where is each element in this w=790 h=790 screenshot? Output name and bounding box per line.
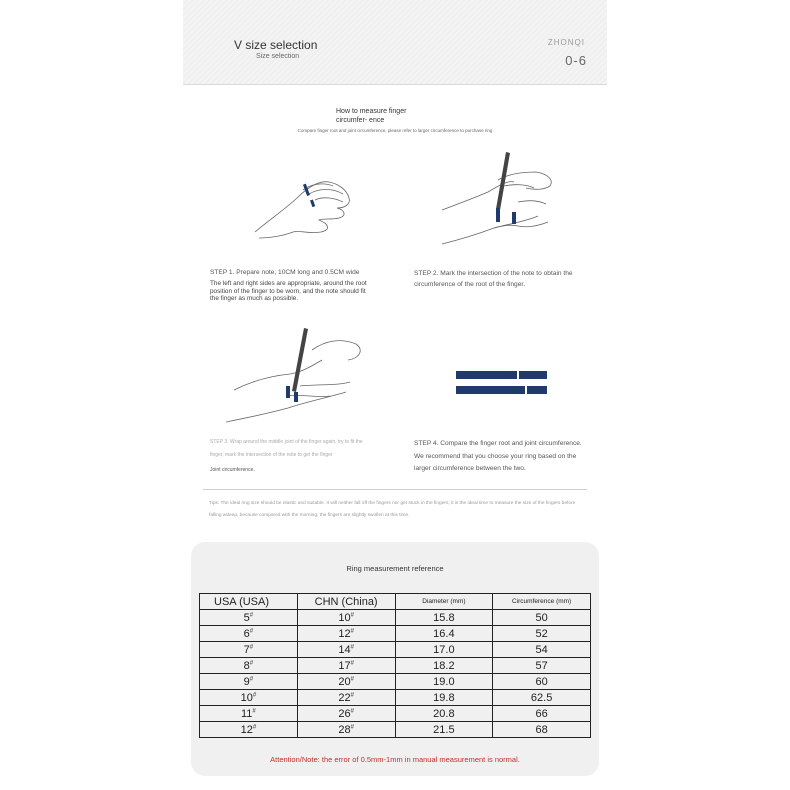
usa-size-cell: 6# — [200, 626, 298, 642]
size-guide-page — [183, 0, 607, 790]
step-4-title: STEP 4. Compare the finger root and joint circumference. We recommend that you choose your ring based on the larger circumference between the two. — [414, 440, 582, 472]
col-diameter: Diameter (mm) — [395, 594, 493, 610]
chn-size-cell: 14# — [297, 642, 395, 658]
ring-table-title: Ring measurement reference — [346, 564, 444, 573]
chn-size-cell: 10# — [297, 610, 395, 626]
circumference-cell: 60 — [493, 674, 591, 690]
circumference-cell: 52 — [493, 626, 591, 642]
ring-size-table — [199, 593, 591, 738]
diameter-cell: 15.8 — [395, 610, 493, 626]
step-1 — [210, 267, 370, 303]
page-subtitle: Size selection — [256, 53, 300, 60]
chn-size-cell: 26# — [297, 706, 395, 722]
chn-size-cell: 20# — [297, 674, 395, 690]
usa-size-cell: 12# — [200, 722, 298, 738]
page-header — [183, 0, 607, 85]
page-title: V size selection — [234, 38, 318, 52]
usa-size-cell: 9# — [200, 674, 298, 690]
step-2-title: STEP 2. Mark the intersection of the note to obtain the circumference of the root of the finger. — [414, 270, 573, 288]
table-row — [200, 658, 591, 674]
usa-size-cell: 10# — [200, 690, 298, 706]
col-chn: CHN (China) — [297, 594, 395, 610]
chn-size-cell: 12# — [297, 626, 395, 642]
table-header-row — [200, 594, 591, 610]
wrap-joint-illustration — [226, 326, 366, 426]
table-row — [200, 610, 591, 626]
pencil-icon — [292, 328, 308, 392]
step-4 — [414, 438, 582, 476]
circumference-cell: 62.5 — [493, 690, 591, 706]
chn-size-cell: 28# — [297, 722, 395, 738]
diameter-cell: 17.0 — [395, 642, 493, 658]
diameter-cell: 19.8 — [395, 690, 493, 706]
measure-tips: Tips: The ideal ring size should be elastic and suitable. It will neither fall off the fingers nor get stuck in the fingers; it is the ideal time to measure the size of the fingers before falling asleep, because compared with the morning, the fingers are slightly swollen at this time. — [209, 501, 576, 518]
chn-size-cell: 22# — [297, 690, 395, 706]
diameter-cell: 20.8 — [395, 706, 493, 722]
table-row — [200, 706, 591, 722]
col-usa: USA (USA) — [200, 594, 298, 610]
table-row — [200, 722, 591, 738]
usa-size-cell: 8# — [200, 658, 298, 674]
circumference-cell: 68 — [493, 722, 591, 738]
joint-note-strip — [456, 386, 547, 394]
note-strip-icon — [496, 208, 516, 224]
step-1-body: The left and right sides are appropriate, around the root position of the finger to be worn, and the note should fit the finger as much as possible. — [210, 280, 367, 303]
section-divider — [203, 489, 587, 490]
attention-note: Attention/Note: the error of 0.5mm-1mm in manual measurement is normal. — [270, 755, 520, 764]
step-3-body: Joint circumference. — [210, 467, 255, 473]
measure-intro: Compare finger root and joint circumference, please refer to larger circumference to purchase ring — [297, 128, 493, 133]
note-strip-icon — [303, 184, 315, 207]
usa-size-cell: 5# — [200, 610, 298, 626]
pencil-icon — [496, 152, 510, 210]
diameter-cell: 21.5 — [395, 722, 493, 738]
col-circumference: Circumference (mm) — [493, 594, 591, 610]
diameter-cell: 18.2 — [395, 658, 493, 674]
brand-name: ZHONQI — [547, 38, 585, 47]
diameter-cell: 16.4 — [395, 626, 493, 642]
note-strips-comparison — [456, 371, 547, 401]
circumference-cell: 50 — [493, 610, 591, 626]
usa-size-cell: 7# — [200, 642, 298, 658]
table-row — [200, 674, 591, 690]
step-3 — [210, 436, 375, 462]
circumference-cell: 66 — [493, 706, 591, 722]
measure-heading: How to measure finger circumfer- ence — [336, 108, 407, 124]
pencil-marking-illustration — [438, 150, 563, 250]
table-row — [200, 690, 591, 706]
table-body — [200, 610, 591, 738]
ring-size-card — [191, 542, 599, 776]
root-note-strip — [456, 371, 547, 379]
circumference-cell: 54 — [493, 642, 591, 658]
section-number: 0-6 — [565, 53, 587, 68]
step-1-title: STEP 1. Prepare note, 10CM long and 0.5CM wide — [210, 269, 360, 276]
hand-with-note-illustration — [249, 170, 369, 245]
diameter-cell: 19.0 — [395, 674, 493, 690]
table-row — [200, 626, 591, 642]
step-2 — [414, 268, 579, 290]
usa-size-cell: 11# — [200, 706, 298, 722]
table-row — [200, 642, 591, 658]
chn-size-cell: 17# — [297, 658, 395, 674]
circumference-cell: 57 — [493, 658, 591, 674]
step-3-title: STEP 3. Wrap around the middle joint of the finger again, try to fit the finger, mark the intersection of the note to get the finger — [210, 439, 363, 458]
